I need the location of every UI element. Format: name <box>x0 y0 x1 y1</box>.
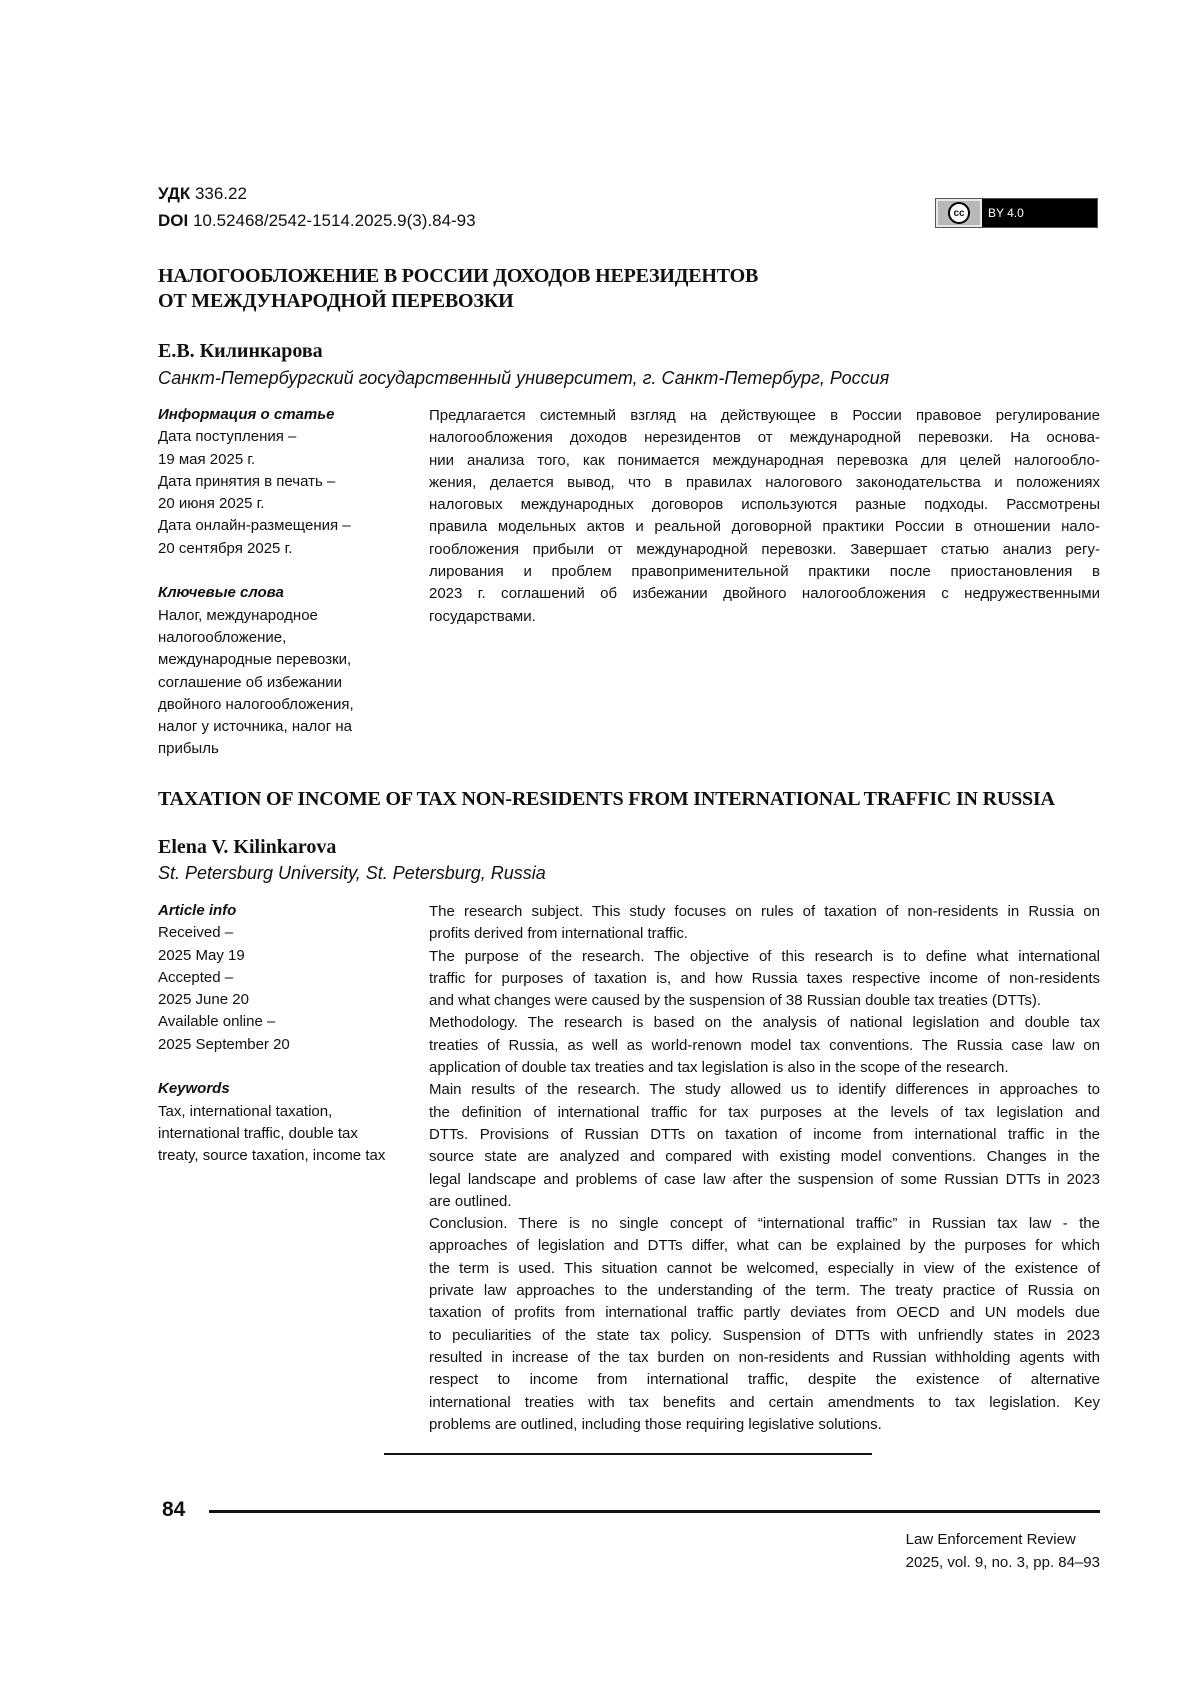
ru-abstract <box>429 405 1100 628</box>
ru-info-line: 20 июня 2025 г. <box>158 493 418 515</box>
ru-abstract-line: нии анализа того, как понимается международная перевозка для целей налогообло- <box>429 450 1100 472</box>
en-abstract-line: The purpose of the research. The objective of this research is to define what international <box>429 946 1100 968</box>
ru-title-line: НАЛОГООБЛОЖЕНИЕ В РОССИИ ДОХОДОВ НЕРЕЗИДЕНТОВ <box>158 264 758 289</box>
ru-keyword-line: международные перевозки, <box>158 649 418 671</box>
en-abstract-line: profits derived from international traffic. <box>429 923 1100 945</box>
en-abstract-line: resulted in increase of the tax burden on non-residents and Russian withholding agents with <box>429 1347 1100 1369</box>
ru-abstract-line: 2023 г. соглашений об избежании двойного налогообложения с недружественными <box>429 583 1100 605</box>
ru-author: Е.В. Килинкарова <box>158 340 323 363</box>
en-info-line: Available online – <box>158 1011 418 1033</box>
ru-abstract-line: жения, делается вывод, что в правилах налогового законодательства и положениях <box>429 472 1100 494</box>
en-abstract-line: Conclusion. There is no single concept of “international traffic” in Russian tax law - the <box>429 1213 1100 1235</box>
ru-info-line: 19 мая 2025 г. <box>158 449 418 471</box>
ru-info-line: Дата принятия в печать – <box>158 471 418 493</box>
ru-keyword-line: прибыль <box>158 738 418 760</box>
en-abstract-line: are outlined. <box>429 1191 1100 1213</box>
ru-abstract-line: правила модельных актов и реальной договорной практики России в отношении нало- <box>429 516 1100 538</box>
en-abstract-line: the term is used. This situation cannot be welcomed, especially in view of the existence of <box>429 1258 1100 1280</box>
en-author: Elena V. Kilinkarova <box>158 836 336 859</box>
section-divider <box>384 1453 872 1455</box>
ru-info-line: Дата онлайн-размещения – <box>158 515 418 537</box>
en-abstract-line: legal landscape and problems of case law after the suspension of some Russian DTTs in 2023 <box>429 1169 1100 1191</box>
cc-icon: cc <box>948 202 970 224</box>
en-keyword-line: international traffic, double tax <box>158 1123 418 1145</box>
ru-abstract-line: налогообложения доходов нерезидентов от международной перевозки. На основа- <box>429 427 1100 449</box>
ru-keywords-heading: Ключевые слова <box>158 582 418 604</box>
en-info-line: Accepted – <box>158 967 418 989</box>
en-abstract <box>429 901 1100 1436</box>
ru-keyword-line: Налог, международное <box>158 605 418 627</box>
en-info-line: 2025 September 20 <box>158 1034 418 1056</box>
en-abstract-line: approaches of legislation and DTTs differ, what can be explained by the purposes for which <box>429 1235 1100 1257</box>
journal-info <box>906 1528 1100 1574</box>
en-info-heading: Article info <box>158 900 418 922</box>
en-info-line: 2025 June 20 <box>158 989 418 1011</box>
en-info-line: 2025 May 19 <box>158 945 418 967</box>
en-abstract-line: treaties of Russia, as well as world-renown model tax conventions. The Russia case law on <box>429 1035 1100 1057</box>
en-abstract-line: Methodology. The research is based on the analysis of national legislation and double tax <box>429 1012 1100 1034</box>
ru-keyword-line: двойного налогообложения, <box>158 694 418 716</box>
en-abstract-line: taxation of profits from international traffic partly deviates from OECD and UN models due <box>429 1302 1100 1324</box>
ru-affiliation: Санкт-Петербургский государственный университет, г. Санкт-Петербург, Россия <box>158 368 889 389</box>
page-number: 84 <box>162 1498 185 1522</box>
en-abstract-line: DTTs. Provisions of Russian DTTs on taxation of income from international traffic in the <box>429 1124 1100 1146</box>
en-abstract-line: source state are analyzed and compared with existing model conventions. Changes in the <box>429 1146 1100 1168</box>
en-abstract-line: and what changes were caused by the suspension of 38 Russian double tax treaties (DTTs). <box>429 990 1100 1012</box>
en-keywords-heading: Keywords <box>158 1078 418 1100</box>
udk-label: УДК <box>158 184 190 203</box>
ru-abstract-line: налоговых международных договоров используются разные подходы. Рассмотрены <box>429 494 1100 516</box>
journal-name: Law Enforcement Review <box>906 1528 1100 1551</box>
ru-info-line: 20 сентября 2025 г. <box>158 538 418 560</box>
en-abstract-line: to peculiarities of the state tax policy. Suspension of DTTs with unfriendly states in 2023 <box>429 1325 1100 1347</box>
en-abstract-line: the definition of international traffic for tax purposes at the levels of tax legislation and <box>429 1102 1100 1124</box>
en-abstract-line: problems are outlined, including those requiring legislative solutions. <box>429 1414 1100 1436</box>
ru-info-heading: Информация о статье <box>158 404 418 426</box>
ru-abstract-line: Предлагается системный взгляд на действующее в России правовое регулирование <box>429 405 1100 427</box>
en-keyword-line: Tax, international taxation, <box>158 1101 418 1123</box>
udk-value: 336.22 <box>195 184 247 203</box>
footer-rule <box>209 1510 1100 1513</box>
en-abstract-line: respect to income from international traffic, despite the existence of alternative <box>429 1369 1100 1391</box>
en-keyword-line: treaty, source taxation, income tax <box>158 1145 418 1167</box>
en-abstract-line: Main results of the research. The study allowed us to identify differences in approaches to <box>429 1079 1100 1101</box>
en-abstract-line: private law approaches to the understanding of the term. The treaty practice of Russia on <box>429 1280 1100 1302</box>
cc-license-badge[interactable] <box>935 198 1098 228</box>
ru-abstract-line: гообложения прибыли от международной перевозки. Завершает статью анализ регу- <box>429 539 1100 561</box>
doi-value: 10.52468/2542-1514.2025.9(3).84-93 <box>193 211 476 230</box>
ru-keyword-line: соглашение об избежании <box>158 672 418 694</box>
ru-title <box>158 264 758 314</box>
journal-citation: 2025, vol. 9, no. 3, pp. 84–93 <box>906 1551 1100 1574</box>
doi-line <box>158 207 476 234</box>
license-text: BY 4.0 <box>982 199 1024 227</box>
en-abstract-line: international treaties with tax benefits and certain amendments to tax legislation. Key <box>429 1392 1100 1414</box>
en-abstract-line: traffic for purposes of taxation is, and how Russia taxes respective income of non-residents <box>429 968 1100 990</box>
en-info-line: Received – <box>158 922 418 944</box>
en-article-info <box>158 900 418 1168</box>
ru-abstract-line: лирования и проблем правоприменительной практики после приостановления в <box>429 561 1100 583</box>
ru-info-line: Дата поступления – <box>158 426 418 448</box>
en-abstract-line: application of double tax treaties and tax legislation is also in the scope of the research. <box>429 1057 1100 1079</box>
doi-label: DOI <box>158 211 188 230</box>
ru-keyword-line: налогообложение, <box>158 627 418 649</box>
udk-line <box>158 180 247 207</box>
en-title: TAXATION OF INCOME OF TAX NON-RESIDENTS FROM INTERNATIONAL TRAFFIC IN RUSSIA <box>158 787 1055 812</box>
en-affiliation: St. Petersburg University, St. Petersburg, Russia <box>158 863 546 884</box>
ru-article-info <box>158 404 418 761</box>
ru-abstract-line: государствами. <box>429 606 1100 628</box>
en-abstract-line: The research subject. This study focuses on rules of taxation of non-residents in Russia on <box>429 901 1100 923</box>
ru-keyword-line: налог у источника, налог на <box>158 716 418 738</box>
ru-title-line: ОТ МЕЖДУНАРОДНОЙ ПЕРЕВОЗКИ <box>158 289 758 314</box>
